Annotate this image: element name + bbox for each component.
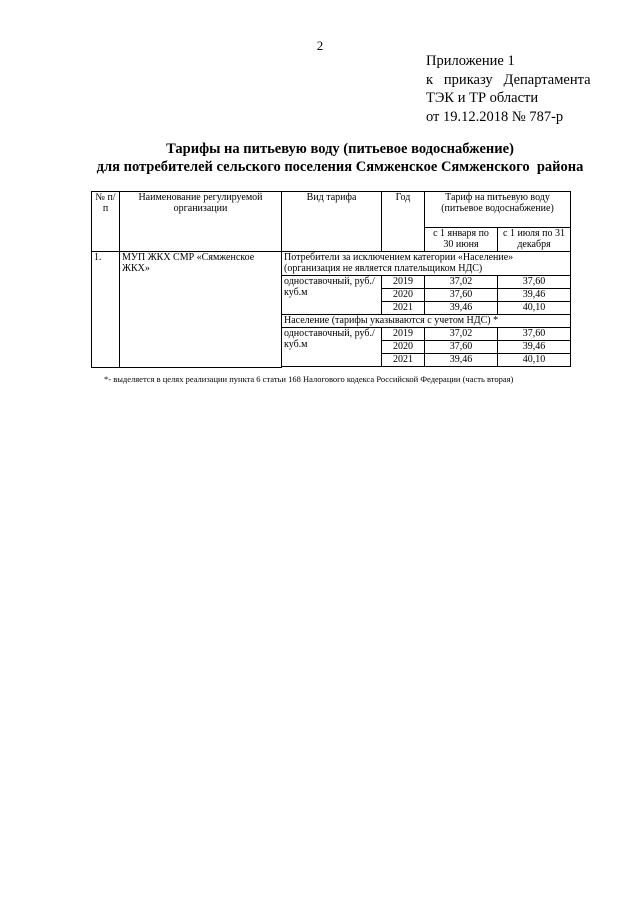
appendix-header [426,52,636,126]
header-num: № п/п [92,192,120,252]
title-line-1: Тарифы на питьевую воду (питьевое водоснабжение) [166,141,514,157]
year-cell: 2019 [382,328,425,341]
appendix-line-4: от 19.12.2018 № 787-р [426,108,564,125]
footnote: *- выделяется в целях реализации пункта 6 статьи 168 Налогового кодекса Российской Федерации (часть вторая) [104,374,514,384]
year-cell: 2020 [382,289,425,302]
appendix-line-1: Приложение 1 [426,53,515,69]
value-cell: 37,60 [498,328,571,341]
group-label: Потребители за исключением категории «Население» (организация не является плательщиком НДС) [282,252,571,276]
header-period-1: с 1 января по 30 июня [425,228,498,252]
value-cell: 40,10 [498,302,571,315]
header-period-2: с 1 июля по 31 декабря [498,228,571,252]
page-number: 2 [316,38,324,53]
row-num: 1. [92,252,120,368]
value-cell: 39,46 [425,302,498,315]
value-cell: 37,60 [425,289,498,302]
row-organization: МУП ЖКХ СМР «Сямженское ЖКХ» [120,252,282,368]
value-cell: 37,02 [425,328,498,341]
value-cell: 37,60 [425,341,498,354]
value-cell: 37,02 [425,276,498,289]
title-line-2: для потребителей сельского поселения Сямженское Сямженского района [96,159,584,175]
document-title [40,140,640,176]
tariff-table [91,191,571,368]
header-tariff-type: Вид тарифа [282,192,382,252]
table-row [92,252,571,276]
tariff-type: одноставочный, руб./куб.м [282,328,382,367]
year-cell: 2021 [382,302,425,315]
value-cell: 40,10 [498,354,571,367]
group-label: Население (тарифы указываются с учетом НДС) * [282,315,571,328]
appendix-line-2: к приказу Департамента [426,71,591,88]
value-cell: 39,46 [498,341,571,354]
tariff-type: одноставочный, руб./куб.м [282,276,382,315]
value-cell: 37,60 [498,276,571,289]
header-organization: Наименование регулируемой организации [120,192,282,252]
year-cell: 2021 [382,354,425,367]
appendix-line-3: ТЭК и ТР области [426,90,539,106]
year-cell: 2020 [382,341,425,354]
header-year: Год [382,192,425,252]
value-cell: 39,46 [498,289,571,302]
year-cell: 2019 [382,276,425,289]
header-tariff: Тариф на питьевую воду (питьевое водоснабжение) [425,192,571,228]
value-cell: 39,46 [425,354,498,367]
